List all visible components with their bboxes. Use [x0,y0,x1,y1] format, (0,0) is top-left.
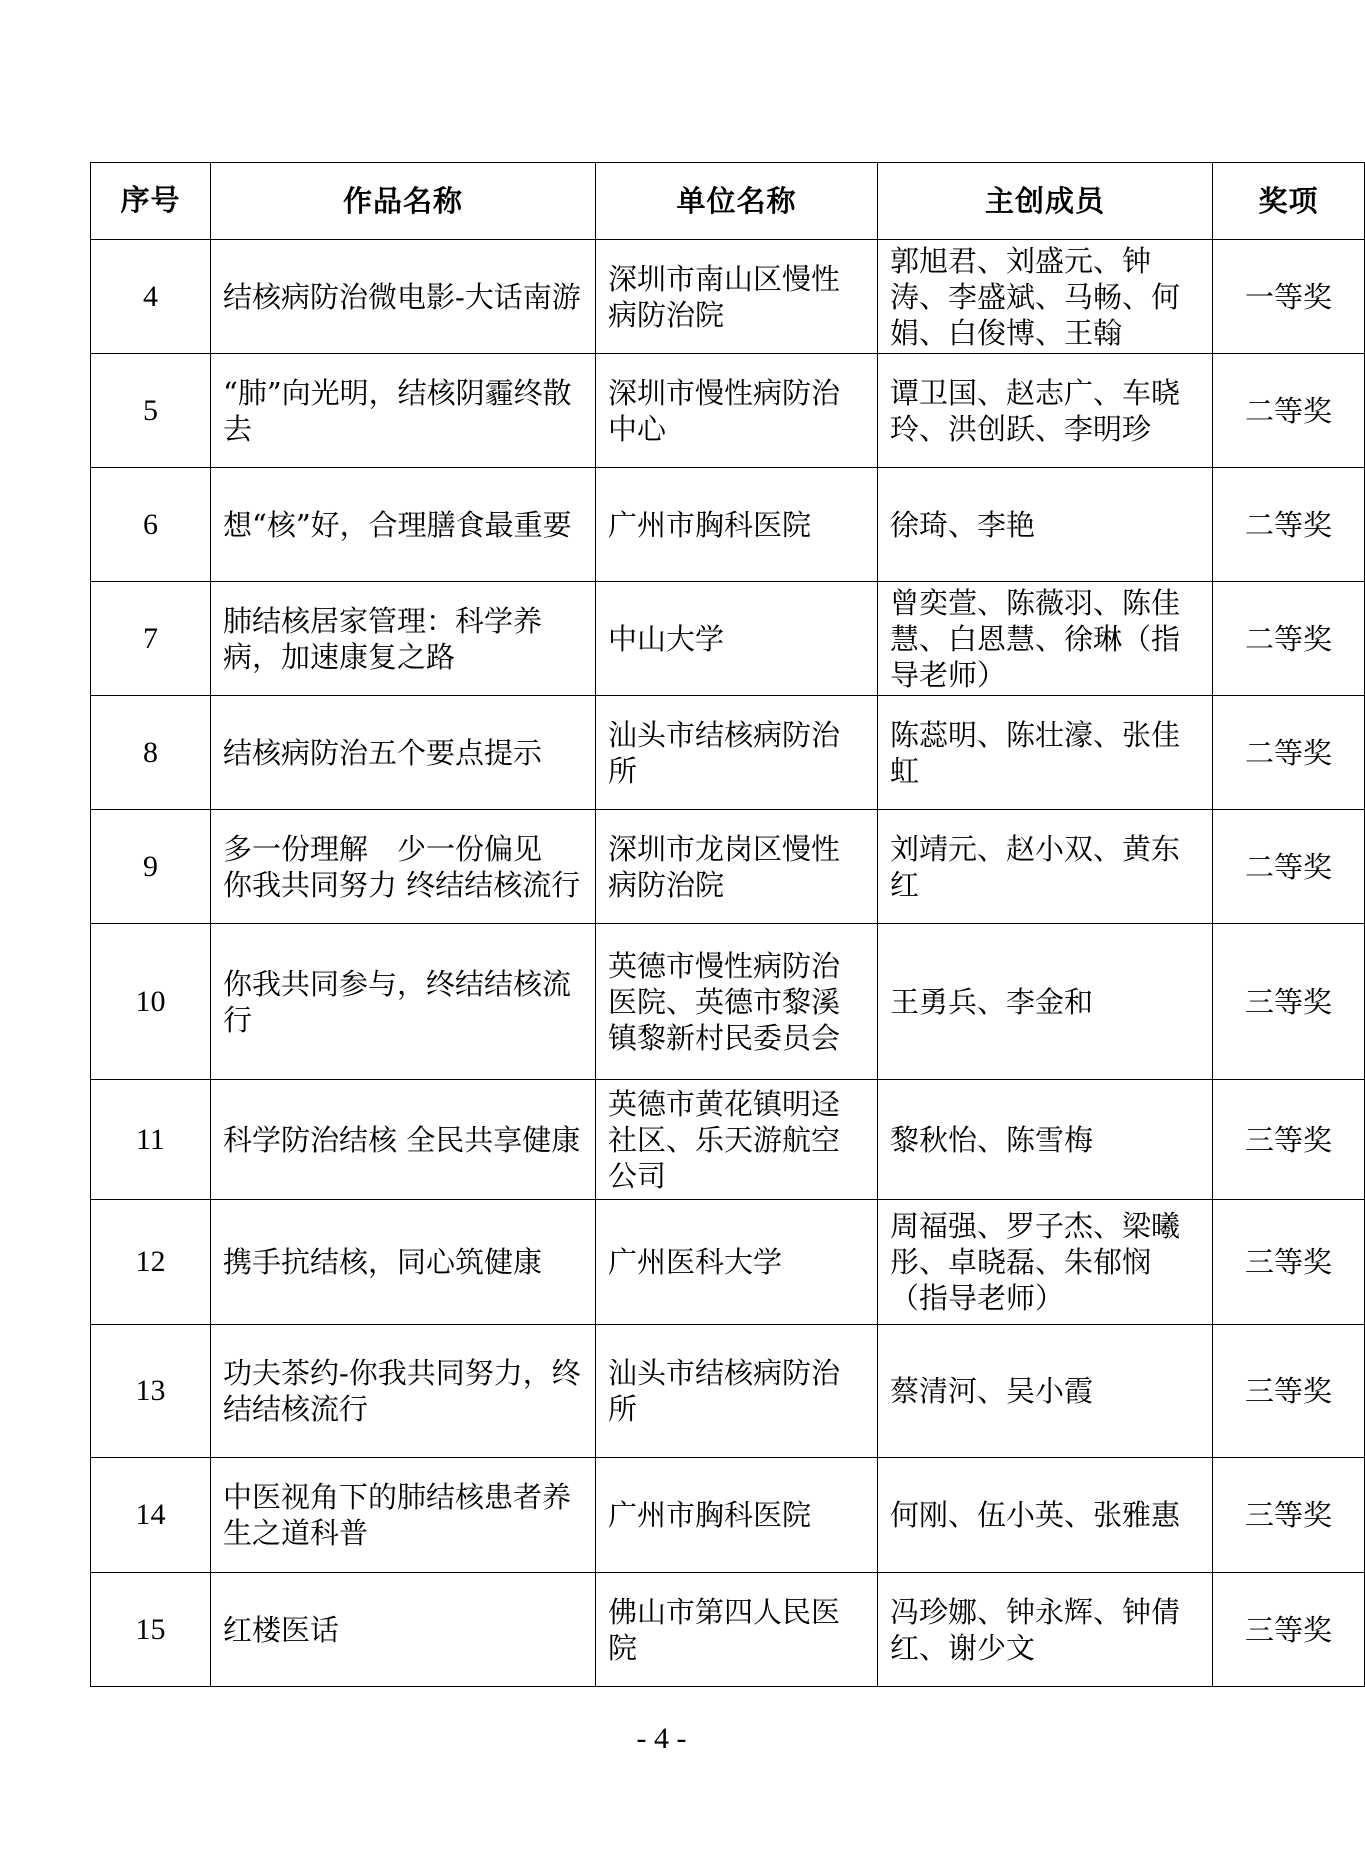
prize: 二等奖 [1213,468,1365,582]
members: 刘靖元、赵小双、黄东红 [878,810,1213,924]
table-body [91,240,1365,1687]
row-number: 4 [91,240,211,354]
work-title: 功夫茶约-你我共同努力，终结结核流行 [211,1325,596,1458]
page-number: - 4 - [636,1722,687,1755]
work-title: 携手抗结核，同心筑健康 [211,1200,596,1325]
row-number: 9 [91,810,211,924]
members: 陈蕊明、陈壮濠、张佳虹 [878,696,1213,810]
work-title: 你我共同参与，终结结核流行 [211,924,596,1080]
work-title: 红楼医话 [211,1573,596,1687]
work-title: 结核病防治微电影-大话南游 [211,240,596,354]
prize: 二等奖 [1213,582,1365,696]
table-row [91,582,1365,696]
unit-name: 英德市慢性病防治医院、英德市黎溪镇黎新村民委员会 [596,924,878,1080]
unit-name: 佛山市第四人民医院 [596,1573,878,1687]
work-title: 结核病防治五个要点提示 [211,696,596,810]
prize: 三等奖 [1213,1573,1365,1687]
work-title: “肺”向光明，结核阴霾终散去 [211,354,596,468]
unit-name: 深圳市龙岗区慢性病防治院 [596,810,878,924]
table-row [91,1458,1365,1573]
members: 王勇兵、李金和 [878,924,1213,1080]
unit-name: 广州市胸科医院 [596,468,878,582]
header-members: 主创成员 [878,163,1213,240]
unit-name: 广州医科大学 [596,1200,878,1325]
table-row [91,354,1365,468]
unit-name: 深圳市慢性病防治中心 [596,354,878,468]
members: 冯珍娜、钟永辉、钟倩红、谢少文 [878,1573,1213,1687]
work-title: 科学防治结核 全民共享健康 [211,1080,596,1200]
unit-name: 广州市胸科医院 [596,1458,878,1573]
unit-name: 汕头市结核病防治所 [596,1325,878,1458]
row-number: 13 [91,1325,211,1458]
table-row [91,1200,1365,1325]
prize: 三等奖 [1213,1458,1365,1573]
row-number: 14 [91,1458,211,1573]
members: 徐琦、李艳 [878,468,1213,582]
row-number: 7 [91,582,211,696]
unit-name: 英德市黄花镇明迳社区、乐天游航空公司 [596,1080,878,1200]
table-row [91,696,1365,810]
members: 蔡清河、吴小霞 [878,1325,1213,1458]
header-row [91,163,1365,240]
row-number: 6 [91,468,211,582]
row-number: 8 [91,696,211,810]
table-row [91,468,1365,582]
prize: 二等奖 [1213,354,1365,468]
table-row [91,1573,1365,1687]
prize: 三等奖 [1213,1080,1365,1200]
unit-name: 中山大学 [596,582,878,696]
table-row [91,810,1365,924]
prize: 二等奖 [1213,696,1365,810]
members: 周福强、罗子杰、梁曦彤、卓晓磊、朱郁悯（指导老师） [878,1200,1213,1325]
unit-name: 汕头市结核病防治所 [596,696,878,810]
header-work: 作品名称 [211,163,596,240]
table-header [91,163,1365,240]
work-title: 肺结核居家管理：科学养病，加速康复之路 [211,582,596,696]
prize: 二等奖 [1213,810,1365,924]
unit-name: 深圳市南山区慢性病防治院 [596,240,878,354]
prize: 三等奖 [1213,1325,1365,1458]
members: 郭旭君、刘盛元、钟涛、李盛斌、马畅、何娟、白俊博、王翰 [878,240,1213,354]
header-no: 序号 [91,163,211,240]
prize: 三等奖 [1213,924,1365,1080]
members: 曾奕萱、陈薇羽、陈佳慧、白恩慧、徐琳（指导老师） [878,582,1213,696]
header-prize: 奖项 [1213,163,1365,240]
row-number: 12 [91,1200,211,1325]
header-unit: 单位名称 [596,163,878,240]
row-number: 15 [91,1573,211,1687]
row-number: 11 [91,1080,211,1200]
award-table [90,162,1365,1687]
members: 黎秋怡、陈雪梅 [878,1080,1213,1200]
table-row [91,1080,1365,1200]
work-title: 想“核”好，合理膳食最重要 [211,468,596,582]
row-number: 5 [91,354,211,468]
table-row [91,240,1365,354]
members: 何刚、伍小英、张雅惠 [878,1458,1213,1573]
work-title: 多一份理解 少一份偏见 你我共同努力 终结结核流行 [211,810,596,924]
prize: 一等奖 [1213,240,1365,354]
row-number: 10 [91,924,211,1080]
prize: 三等奖 [1213,1200,1365,1325]
table-row [91,1325,1365,1458]
members: 谭卫国、赵志广、车晓玲、洪创跃、李明珍 [878,354,1213,468]
work-title: 中医视角下的肺结核患者养生之道科普 [211,1458,596,1573]
table-row [91,924,1365,1080]
